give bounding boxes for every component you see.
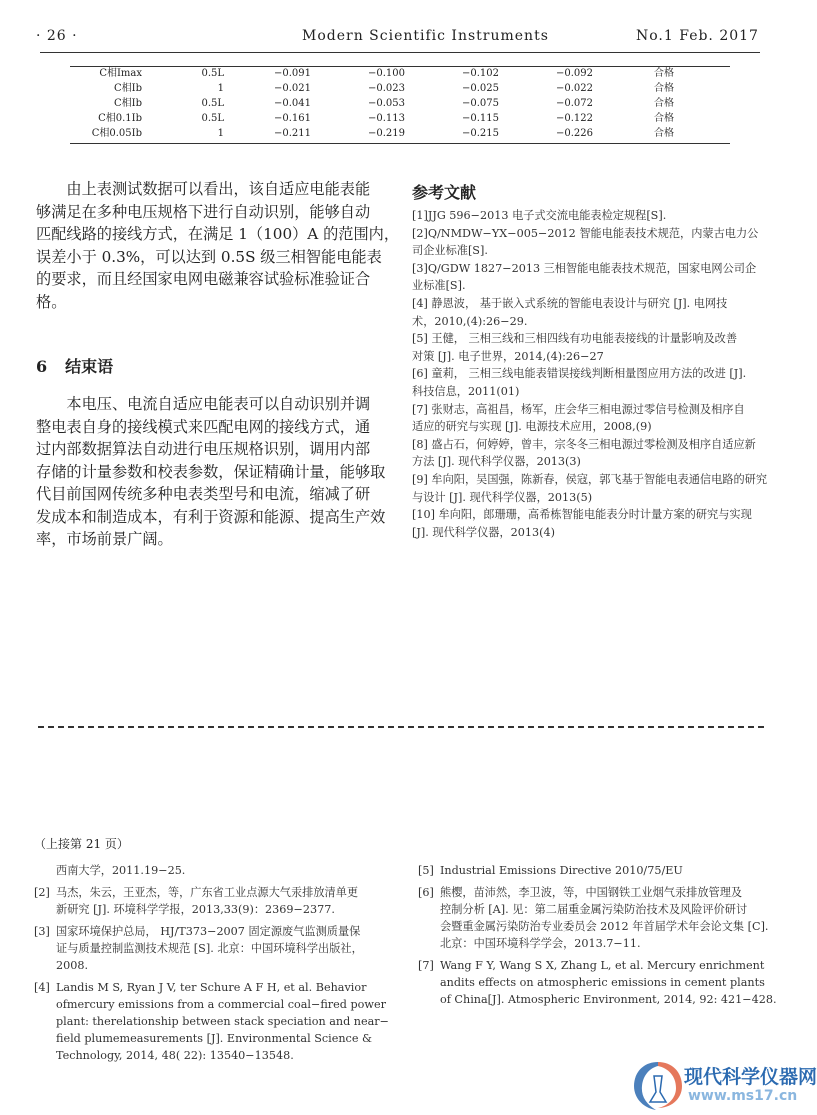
table-cell: 合格 xyxy=(654,128,674,139)
reference-line: [6] 童莉， 三相三线电能表错误接线判断相量图应用方法的改进 [J]. xyxy=(412,367,747,381)
paragraph-line: 整电表自身的接线模式来匹配电网的接线方式，通 xyxy=(36,417,371,436)
reference-line: [4] 静恩波， 基于嵌入式系统的智能电表设计与研究 [J]. 电网技 xyxy=(412,296,728,310)
table-cell: −0.072 xyxy=(556,98,594,109)
reference-line: 方法 [J]. 现代科学仪器，2013(3) xyxy=(412,455,581,469)
reference-line: [2]Q/NMDW−YX−005−2012 智能电能表技术规范，内蒙古电力公 xyxy=(412,226,759,240)
reference-number: [3] xyxy=(34,925,50,938)
table-cell: −0.022 xyxy=(556,83,594,94)
reference-line: 司企业标准[S]. xyxy=(412,244,488,258)
reference-line: [9] 牟向阳，吴国强，陈新春，侯寇，郭飞基于智能电表通信电路的研究 xyxy=(412,472,768,486)
table-cell: 1 xyxy=(217,83,224,94)
test-data-table xyxy=(70,66,730,141)
reference-line: 会暨重金属污染防治专业委员会 2012 年首届学术年会论文集 [C]. xyxy=(440,920,769,933)
table-cell: −0.122 xyxy=(556,113,594,124)
paragraph-line: 误差小于 0.3%，可以达到 0.5S 级三相智能电能表 xyxy=(36,247,382,266)
table-cell: −0.215 xyxy=(462,128,500,139)
watermark-name: 现代科学仪器网 xyxy=(684,1066,817,1088)
reference-line: andits effects on atmospheric emissions in cement plants xyxy=(440,976,765,989)
page-number: · 26 · xyxy=(36,28,78,44)
table-cell: −0.161 xyxy=(274,113,312,124)
section-heading xyxy=(36,354,113,377)
paragraph-line: 由上表测试数据可以看出，该自适应电能表能 xyxy=(36,180,371,198)
table-cell: −0.041 xyxy=(274,98,312,109)
table-row xyxy=(70,126,730,141)
references-list xyxy=(412,207,772,541)
reference-line: [5] 王健， 三相三线和三相四线有功电能表接线的计量影响及改善 xyxy=(412,332,738,346)
table-cell: C相0.05Ib xyxy=(91,128,142,139)
reference-text xyxy=(440,884,769,952)
paragraph-line: 代目前国网传统多种电表类型号和电流，缩减了研 xyxy=(36,485,371,503)
table-cell: 1 xyxy=(217,128,224,139)
reference-text xyxy=(56,923,363,974)
table-cell: −0.092 xyxy=(556,68,594,79)
table-cell: 合格 xyxy=(654,83,674,94)
table-cell: −0.113 xyxy=(368,113,406,124)
reference-line: [8] 盛占石，何婷婷，曾丰，宗冬冬三相电源过零检测及相序自适应新 xyxy=(412,437,756,451)
site-watermark xyxy=(628,1058,817,1113)
reference-line: 科技信息，2011(01) xyxy=(412,384,520,398)
conclusion-paragraph xyxy=(36,178,400,313)
table-cell: −0.102 xyxy=(462,68,500,79)
table-row xyxy=(70,111,730,126)
table-bottom-rule xyxy=(70,143,730,144)
references-title: 参考文献 xyxy=(412,183,477,202)
reference-line: 证与质量控制监测技术规范 [S]. 北京：中国环境科学出版社， xyxy=(56,942,363,955)
watermark-url: www.ms17.cn xyxy=(688,1088,798,1104)
reference-line: 国家环境保护总局， HJ/T373−2007 固定源废气监测质量保 xyxy=(56,925,361,938)
table-cell: −0.075 xyxy=(462,98,500,109)
reference-line: 新研究 [J]. 环境科学学报，2013,33(9)：2369−2377. xyxy=(56,903,335,916)
journal-title: Modern Scientific Instruments xyxy=(302,28,549,44)
paragraph-line: 本电压、电流自适应电能表可以自动识别并调 xyxy=(36,395,371,413)
reference-text xyxy=(440,957,777,1008)
table-cell: −0.115 xyxy=(462,113,500,124)
table-cell: −0.053 xyxy=(368,98,406,109)
table-cell: −0.219 xyxy=(368,128,406,139)
table-cell: 合格 xyxy=(654,113,674,124)
paragraph-line: 够满足在多种电压规格下进行自动识别，能够自动 xyxy=(36,202,371,221)
reference-line: Landis M S, Ryan J V, ter Schure A F H, et al. Behavior xyxy=(56,981,367,994)
table-cell: −0.023 xyxy=(368,83,406,94)
paragraph-line: 率，市场前景广阔。 xyxy=(36,530,173,548)
reference-line: [10] 牟向阳，郎珊珊，高希栋智能电能表分时计量方案的研究与实现 xyxy=(412,508,752,522)
table-cell: −0.211 xyxy=(274,128,312,139)
table-cell: C相Imax xyxy=(99,68,142,79)
paragraph-line: 发成本和制造成本，有利于资源和能源、提高生产效 xyxy=(36,507,386,526)
table-cell: C相Ib xyxy=(113,98,142,109)
reference-line: 西南大学，2011.19−25. xyxy=(56,864,186,877)
table-row xyxy=(70,81,730,96)
reference-text xyxy=(56,862,185,879)
reference-line: [3]Q/GDW 1827−2013 三相智能电能表技术规范，国家电网公司企 xyxy=(412,261,757,275)
table-cell: 0.5L xyxy=(201,113,224,124)
reference-number: [4] xyxy=(34,981,50,994)
reference-line: ofmercury emissions from a commercial coal−fired power xyxy=(56,998,386,1011)
reference-line: [1]JJG 596−2013 电子式交流电能表检定规程[S]. xyxy=(412,209,667,222)
paragraph-line: 过内部数据算法自动进行电压规格识别，调用内部 xyxy=(36,440,371,458)
reference-line: 对策 [J]. 电子世界，2014,(4):26−27 xyxy=(412,349,604,363)
reference-number: [5] xyxy=(418,864,434,877)
reference-line: 术，2010,(4):26−29. xyxy=(412,314,528,328)
continued-label: （上接第 21 页） xyxy=(34,837,129,851)
table-cell: −0.025 xyxy=(462,83,500,94)
reference-line: 控制分析 [A]. 见：第二届重金属污染防治技术及风险评价研讨 xyxy=(440,903,748,916)
table-cell: −0.100 xyxy=(368,68,406,79)
paragraph-line: 格。 xyxy=(36,292,67,311)
reference-text xyxy=(56,979,389,1064)
paragraph-line: 的要求，而且经国家电网电磁兼容试验标准验证合 xyxy=(36,270,371,288)
reference-text xyxy=(440,862,683,879)
table-cell: 0.5L xyxy=(201,68,224,79)
reference-number: [6] xyxy=(418,886,434,899)
reference-line: 业标准[S]. xyxy=(412,279,466,293)
dashed-separator xyxy=(38,726,764,728)
reference-line: 北京：中国环境科学学会，2013.7−11. xyxy=(440,937,641,950)
reference-line: 熊樱，苗沛然，李卫波，等，中国钢铁工业烟气汞排放管理及 xyxy=(440,886,743,899)
table-cell: −0.021 xyxy=(274,83,312,94)
reference-line: plant: therelationship between stack speciation and near− xyxy=(56,1015,390,1028)
reference-line: Wang F Y, Wang S X, Zhang L, et al. Mercury enrichment xyxy=(440,959,765,972)
reference-number: [7] xyxy=(418,959,434,972)
table-cell: 0.5L xyxy=(201,98,224,109)
reference-line: [J]. 现代科学仪器，2013(4) xyxy=(412,525,555,539)
reference-number: [2] xyxy=(34,886,50,899)
section-title: 结束语 xyxy=(65,357,114,376)
reference-line: field plumemeasurements [J]. Environmental Science & xyxy=(56,1032,372,1045)
watermark-logo-icon xyxy=(628,1058,688,1113)
issue-info: No.1 Feb. 2017 xyxy=(636,28,759,44)
reference-line: 2008. xyxy=(56,959,89,972)
reference-line: 适应的研究与实现 [J]. 电源技术应用，2008,(9) xyxy=(412,420,652,434)
table-cell: C相0.1Ib xyxy=(98,113,142,124)
table-cell: 合格 xyxy=(654,98,674,109)
reference-text xyxy=(56,884,358,918)
reference-line: [7] 张财志，高祖昌，杨军，庄会华三相电源过零信号检测及相序自 xyxy=(412,402,745,416)
summary-paragraph xyxy=(36,393,386,551)
reference-line: 与设计 [J]. 现代科学仪器，2013(5) xyxy=(412,490,593,504)
table-cell: 合格 xyxy=(654,68,674,79)
table-row xyxy=(70,96,730,111)
paragraph-line: 存储的计量参数和校表参数，保证精确计量，能够取 xyxy=(36,462,386,481)
table-cell: C相Ib xyxy=(113,83,142,94)
table-cell: −0.091 xyxy=(274,68,312,79)
header-rule xyxy=(40,52,760,53)
reference-line: Technology, 2014, 48( 22): 13540−13548. xyxy=(56,1049,294,1062)
reference-line: of China[J]. Atmospheric Environment, 2014, 92: 421−428. xyxy=(440,993,777,1006)
table-row xyxy=(70,66,730,81)
section-number: 6 xyxy=(36,357,48,376)
reference-line: Industrial Emissions Directive 2010/75/EU xyxy=(440,864,683,877)
reference-line: 马杰，朱云，王亚杰，等，广东省工业点源大气汞排放清单更 xyxy=(56,886,359,899)
paragraph-line: 匹配线路的接线方式，在满足 1（100）A 的范围内， xyxy=(36,225,400,243)
table-cell: −0.226 xyxy=(556,128,594,139)
